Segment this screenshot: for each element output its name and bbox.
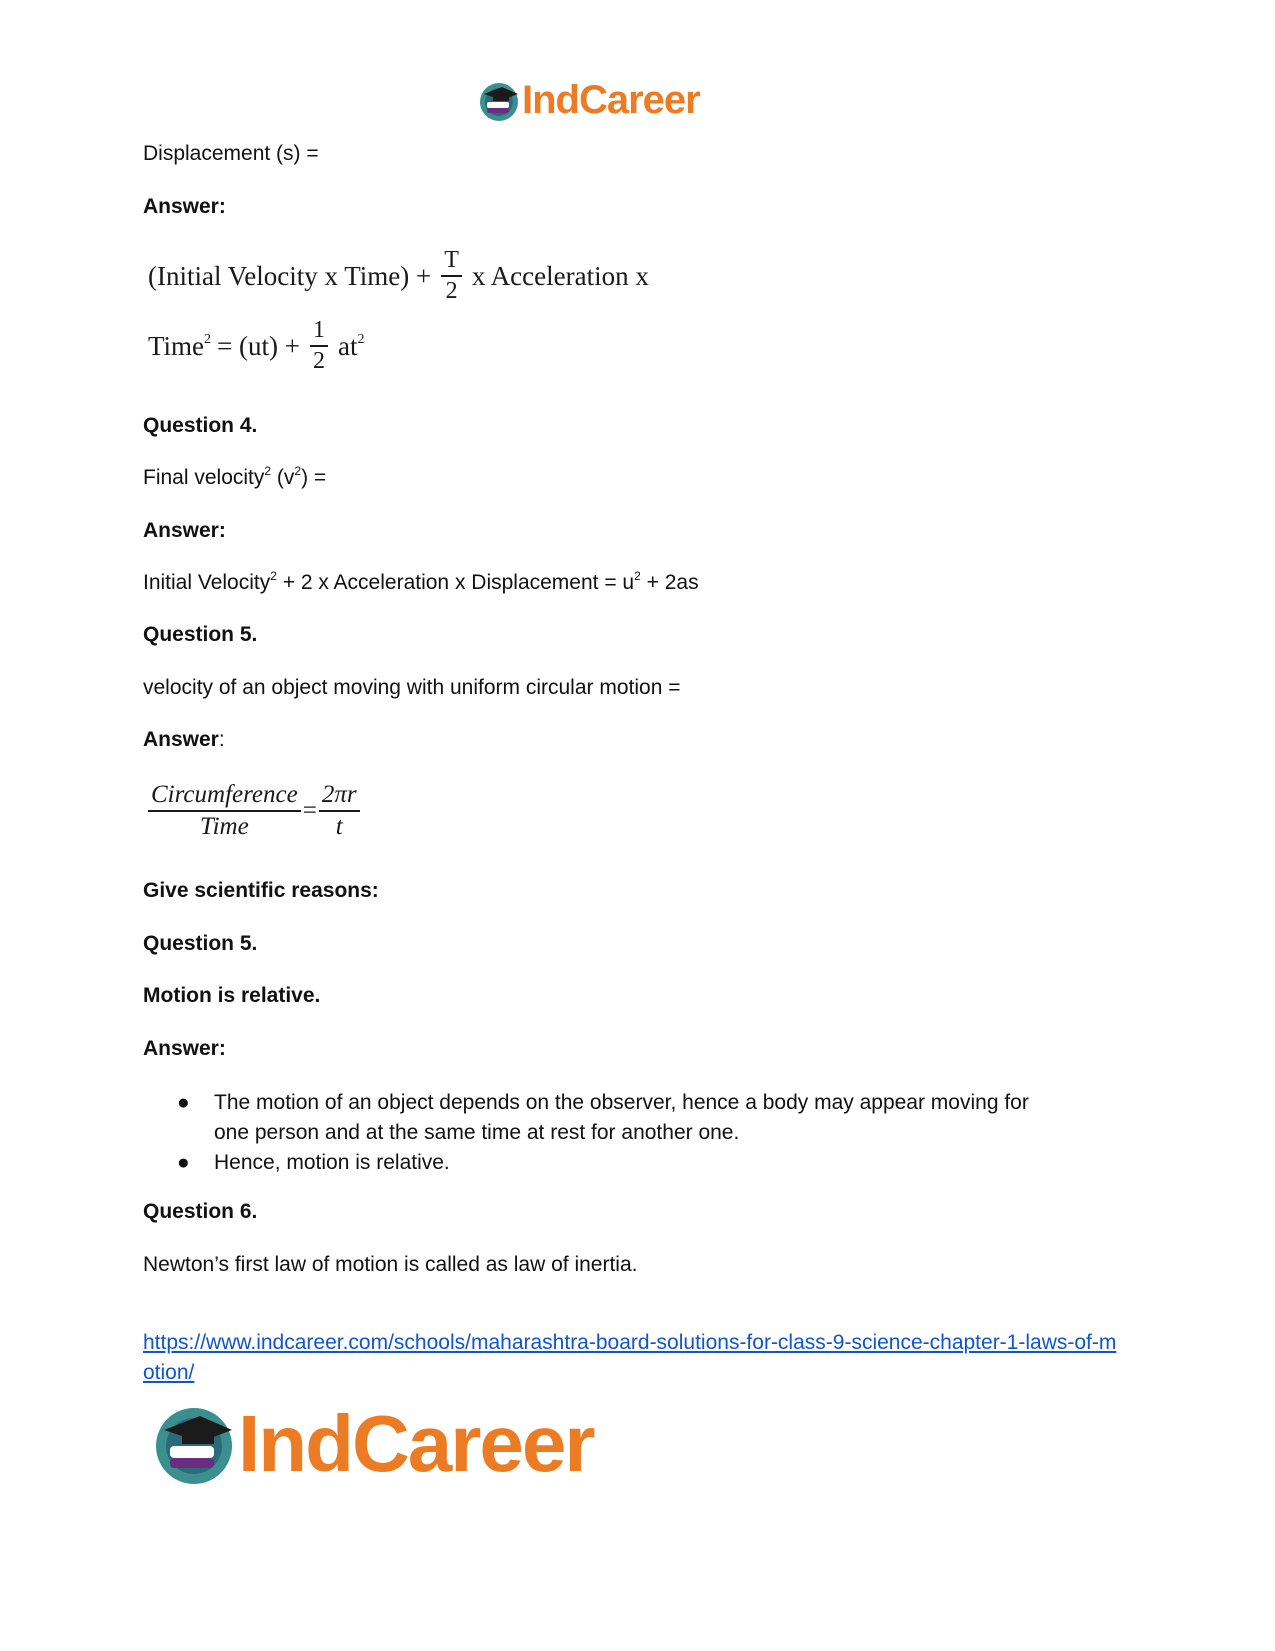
question-heading: Question 6.: [143, 1200, 258, 1223]
answer-label: Answer:: [143, 195, 226, 218]
fraction-denominator: 2: [445, 278, 458, 305]
equals-sign: =: [302, 797, 317, 825]
bullet-icon: ●: [177, 1091, 190, 1114]
section-heading: Give scientific reasons:: [143, 879, 379, 902]
formula-displacement-line2: [148, 318, 364, 374]
list-item-text: Hence, motion is relative.: [214, 1151, 450, 1174]
list-item-text: one person and at the same time at rest for another one.: [214, 1121, 740, 1144]
answer-label: Answer:: [143, 1037, 226, 1060]
graduation-cap-icon: [152, 1402, 236, 1486]
formula-text: Time$^2$: [148, 330, 212, 361]
logo-text: IndCareer: [238, 1399, 594, 1488]
fraction-numerator: 1: [310, 318, 328, 347]
fraction-denominator: 2: [312, 348, 325, 375]
answer-bullet-list: [177, 1088, 1114, 1178]
question-heading: Question 4.: [143, 414, 258, 437]
question-text: velocity of an object moving with uniform circular motion =: [143, 676, 681, 699]
formula-text: (Initial Velocity x Time) +: [148, 260, 432, 291]
answer-text: Initial Velocity$^2$ + 2 x Acceleration x Displacement = $u^2 + 2as$: [143, 569, 699, 594]
displacement-label: Displacement (s) =: [143, 142, 319, 165]
source-link[interactable]: https://www.indcareer.com/schools/maharashtra-board-solutions-for-class-9-science-chapter-1-laws-of-motion/: [143, 1331, 1117, 1384]
question-text: Final velocity$^2$ $(v^2)$ =: [143, 464, 327, 489]
list-item: [177, 1088, 1114, 1148]
fraction-denominator: Time: [200, 813, 249, 841]
graduation-cap-icon: [478, 80, 520, 122]
formula-text: $at^2$: [337, 330, 365, 361]
question-text: Motion is relative.: [143, 984, 321, 1007]
question-heading: Question 5.: [143, 623, 258, 646]
fraction-2pir-over-t: [319, 782, 360, 841]
fraction-numerator: 2πr: [319, 782, 360, 812]
bullet-icon: ●: [177, 1151, 190, 1174]
header-logo: [478, 78, 700, 123]
list-item-text: The motion of an object depends on the observer, hence a body may appear moving for: [214, 1091, 1029, 1114]
answer-label: Answer:: [143, 728, 225, 751]
answer-label: Answer:: [143, 519, 226, 542]
fraction-1-over-2: [310, 318, 328, 374]
formula-displacement-line1: [148, 248, 649, 304]
fraction-numerator: T: [441, 248, 462, 277]
fraction-t-over-2: [441, 248, 462, 304]
fraction-numerator: Circumference: [148, 782, 301, 812]
formula-text: = (ut) +: [217, 330, 300, 361]
logo-text: IndCareer: [522, 78, 700, 122]
fraction-denominator: t: [335, 813, 343, 841]
formula-text: x Acceleration x: [471, 260, 649, 291]
list-item: [177, 1148, 1114, 1178]
question-text: Newton’s first law of motion is called as law of inertia.: [143, 1253, 638, 1276]
fraction-circumference-over-time: [148, 782, 301, 841]
question-heading: Question 5.: [143, 932, 258, 955]
footer-logo: [152, 1398, 593, 1490]
formula-velocity-circular: [148, 782, 360, 841]
